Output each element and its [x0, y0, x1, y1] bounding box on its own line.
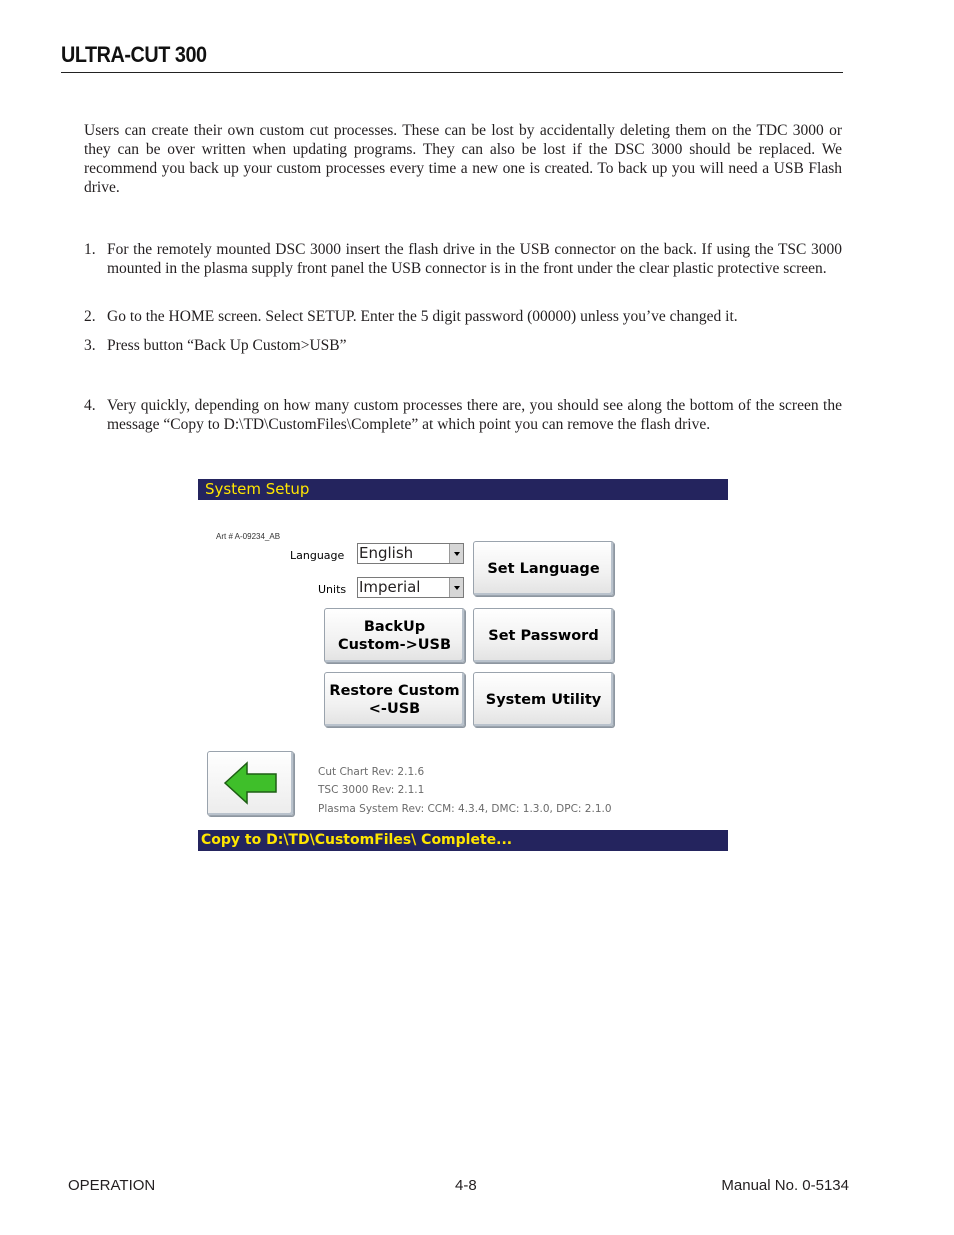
step-text: Go to the HOME screen. Select SETUP. Enter the 5 digit password (00000) unless you’ve changed it. — [107, 308, 738, 325]
header-rule — [61, 72, 843, 73]
step-text: For the remotely mounted DSC 3000 insert the flash drive in the USB connector on the back. If using the TSC 3000 mounted in the plasma supply front panel the USB connector is in the front under the clear plastic protective screen. — [107, 241, 842, 277]
backup-custom-usb-button[interactable]: BackUp Custom->USB — [324, 608, 465, 663]
language-label: Language — [290, 549, 345, 562]
art-number: Art # A-09234_AB — [216, 532, 281, 541]
step-4 — [84, 396, 842, 434]
step-text: Very quickly, depending on how many custom processes there are, you should see along the bottom of the screen the message “Copy to D:\TD\CustomFiles\Complete” at which point you can remove the flash drive. — [107, 397, 842, 433]
step-number: 2. — [84, 308, 96, 325]
manual-number: Manual No. 0-5134 — [721, 1177, 849, 1194]
screen-title-bar: System Setup — [198, 479, 728, 500]
language-select[interactable] — [357, 543, 464, 564]
set-language-button[interactable]: Set Language — [473, 541, 614, 596]
step-2 — [84, 307, 842, 326]
plasma-system-revision: Plasma System Rev: CCM: 4.3.4, DMC: 1.3.0, DPC: 2.1.0 — [318, 803, 612, 815]
step-number: 1. — [84, 241, 96, 258]
system-utility-button[interactable]: System Utility — [473, 672, 614, 727]
cut-chart-revision: Cut Chart Rev: 2.1.6 — [318, 766, 425, 778]
chevron-down-icon[interactable] — [449, 578, 463, 597]
set-password-button[interactable]: Set Password — [473, 608, 614, 663]
step-3 — [84, 336, 842, 355]
intro-paragraph: Users can create their own custom cut processes. These can be lost by accidentally deleting them on the TDC 3000 or they can be over written when updating programs. They can also be lost if the DSC 3000 should be replaced. We recommend you back up your custom processes every time a new one is created. To back up you will need a USB Flash drive. — [84, 122, 842, 196]
language-select-value: English — [359, 544, 414, 562]
step-1 — [84, 240, 842, 278]
page-number: 4-8 — [455, 1177, 477, 1194]
back-arrow-icon — [223, 761, 279, 805]
units-label: Units — [318, 583, 347, 596]
back-button[interactable] — [207, 751, 294, 816]
restore-custom-usb-button[interactable]: Restore Custom <-USB — [324, 672, 465, 727]
chevron-down-icon[interactable] — [449, 544, 463, 563]
tsc-revision: TSC 3000 Rev: 2.1.1 — [318, 784, 425, 796]
step-number: 3. — [84, 337, 96, 354]
footer-section: OPERATION — [68, 1177, 156, 1194]
units-select[interactable] — [357, 577, 464, 598]
system-setup-screenshot — [198, 479, 728, 853]
units-select-value: Imperial — [359, 578, 421, 596]
step-text: Press button “Back Up Custom>USB” — [107, 337, 347, 354]
step-number: 4. — [84, 397, 96, 414]
status-bar: Copy to D:\TD\CustomFiles\ Complete... — [198, 830, 728, 851]
page-header-title: ULTRA-CUT 300 — [61, 42, 207, 67]
